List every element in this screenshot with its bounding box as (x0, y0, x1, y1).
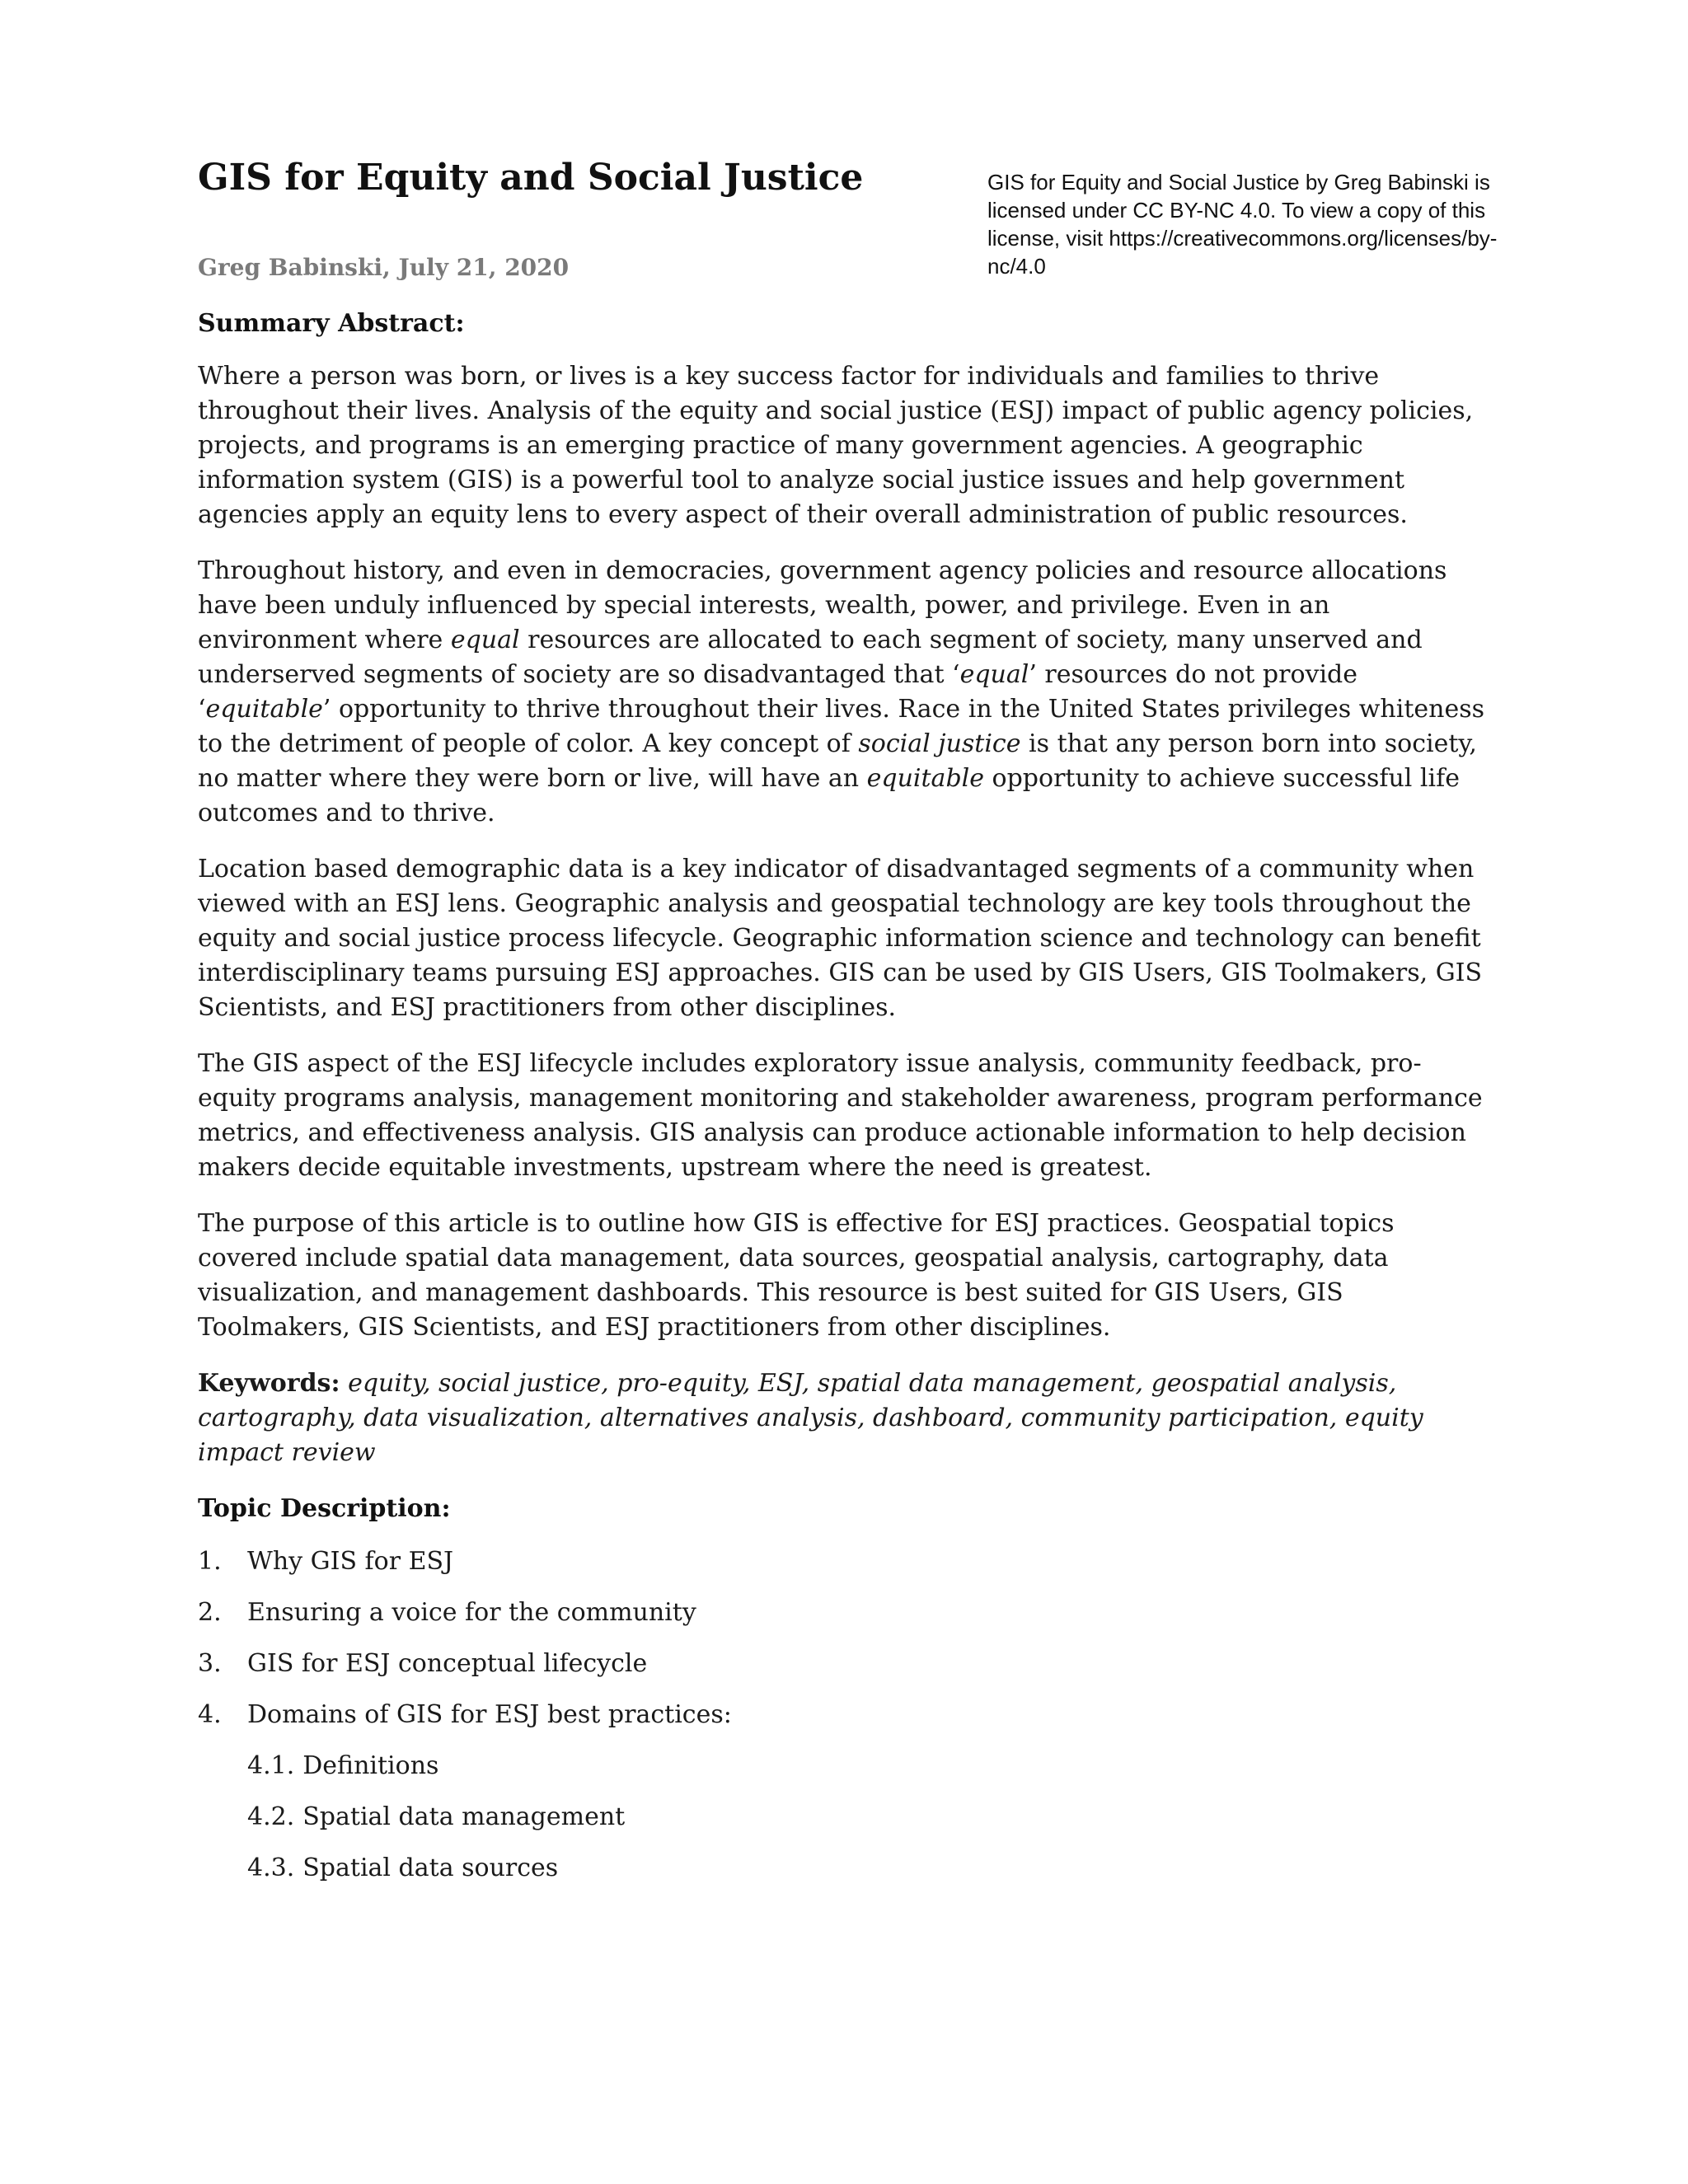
topic-subitem-number: 4.1. (247, 1751, 295, 1780)
license-notice: GIS for Equity and Social Justice by Greg Babinski is licensed under CC BY-NC 4.0. To view a copy of this license, visit https://creativecommons.org/licenses/by-nc/4.0 (987, 170, 1498, 279)
topic-subitem (198, 1749, 1492, 1800)
abstract-paragraph-4: The GIS aspect of the ESJ lifecycle includes exploratory issue analysis, community feedback, pro-equity programs analysis, management monitoring and stakeholder awareness, program performance metrics, and effectiveness analysis. GIS analysis can produce actionable information to help decision makers decide equitable investments, upstream where the need is greatest. (198, 1049, 1483, 1182)
topic-subitem (198, 1851, 1492, 1902)
emphasis-equal: equal (450, 626, 520, 654)
topic-item (198, 1596, 1492, 1647)
emphasis-equal-quoted: equal (959, 660, 1029, 689)
topic-subitem-number: 4.2. (247, 1802, 295, 1831)
topic-description-heading: Topic Description: (198, 1494, 451, 1523)
topic-subitem-label: Spatial data sources (302, 1854, 559, 1882)
emphasis-equitable: equitable (866, 764, 984, 793)
topic-item-number: 2. (198, 1598, 222, 1627)
topic-item-number: 1. (198, 1547, 222, 1576)
abstract-paragraph-3: Location based demographic data is a key indicator of disadvantaged segments of a community when viewed with an ESJ lens. Geographic analysis and geospatial technology are key tools throughout the equity and social justice process lifecycle. Geographic information science and technology can benefit interdisciplinary teams pursuing ESJ approaches. GIS can be used by GIS Users, GIS Toolmakers, GIS Scientists, and ESJ practitioners from other disciplines. (198, 855, 1483, 1022)
author-date-byline: Greg Babinski, July 21, 2020 (198, 254, 570, 281)
topic-item-number: 4. (198, 1700, 222, 1729)
abstract-paragraph-1: Where a person was born, or lives is a key success factor for individuals and families to thrive throughout their lives. Analysis of the equity and social justice (ESJ) impact of public agency policies, projects, and programs is an emerging practice of many government agencies. A geographic information system (GIS) is a powerful tool to analyze social justice issues and help government agencies apply an equity lens to every aspect of their overall administration of public resources. (198, 362, 1474, 529)
abstract-paragraph-2 (198, 554, 1492, 831)
topic-subitem-number: 4.3. (247, 1854, 295, 1882)
article-body (198, 307, 1492, 1902)
topic-subitem-label: Spatial data management (302, 1802, 626, 1831)
emphasis-equitable-quoted: equitable (205, 695, 323, 724)
topic-item-label: Domains of GIS for ESJ best practices: (247, 1700, 732, 1729)
text-run: ’ opportunity to thrive throughout their lives. Race in the United States privileges whiteness to the detriment of people of color. A key concept of (198, 695, 1485, 758)
keywords-line (198, 1366, 1492, 1470)
topic-item-label: GIS for ESJ conceptual lifecycle (247, 1649, 648, 1678)
topic-item-number: 3. (198, 1649, 222, 1678)
text-run: ’ resources do not provide ‘ (198, 660, 1358, 724)
emphasis-social-justice: social justice (858, 729, 1021, 758)
topic-subitem-label: Definitions (302, 1751, 439, 1780)
topic-item-label: Ensuring a voice for the community (247, 1598, 696, 1627)
keywords-list: equity, social justice, pro-equity, ESJ, spatial data management, geospatial analysis, cartography, data visualization, alternatives analysis, dashboard, community participation, equity impact review (198, 1369, 1423, 1467)
text-run: is that any person born into society, no matter where they were born or live, will have an (198, 729, 1477, 793)
topic-item (198, 1698, 1492, 1749)
topic-item (198, 1647, 1492, 1698)
text-run: resources are allocated to each segment of society, many unserved and underserved segments of society are so disadvantaged that ‘ (198, 626, 1423, 689)
text-run: opportunity to achieve successful life outcomes and to thrive. (198, 764, 1460, 827)
page-title: GIS for Equity and Social Justice (198, 157, 864, 199)
keywords-label: Keywords: (198, 1369, 340, 1398)
topic-item-label: Why GIS for ESJ (247, 1547, 454, 1576)
topic-subitem (198, 1800, 1492, 1851)
abstract-paragraph-5: The purpose of this article is to outline how GIS is effective for ESJ practices. Geospatial topics covered include spatial data management, data sources, geospatial analysis, cartography, data visualization, and management dashboards. This resource is best suited for GIS Users, GIS Toolmakers, GIS Scientists, and ESJ practitioners from other disciplines. (198, 1209, 1395, 1342)
summary-abstract-heading: Summary Abstract: (198, 309, 465, 338)
topic-item (198, 1544, 1492, 1596)
topic-list (198, 1544, 1492, 1902)
text-run: Throughout history, and even in democracies, government agency policies and resource allocations have been unduly influenced by special interests, wealth, power, and privilege. Even in an environment where (198, 556, 1447, 654)
